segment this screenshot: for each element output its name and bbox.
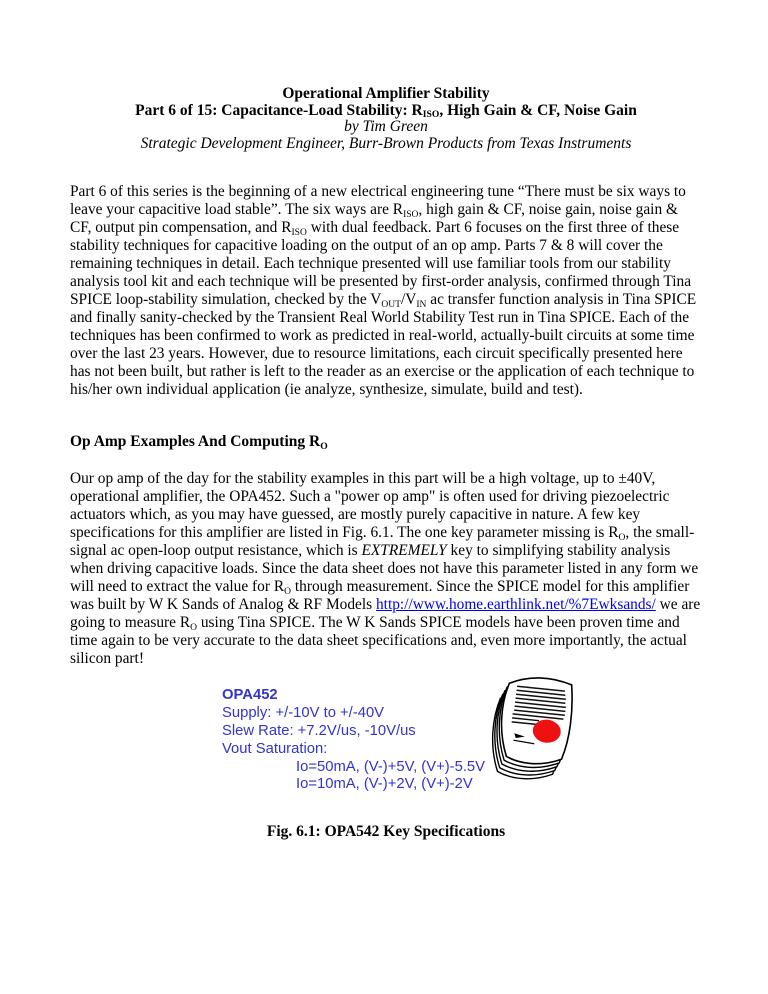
figure-caption: Fig. 6.1: OPA542 Key Specifications — [266, 823, 506, 841]
page-content — [70, 0, 702, 841]
spec-part-number: OPA452 — [222, 687, 278, 704]
intro-paragraph: Part 6 of this series is the beginning of a new electrical engineering tune “There must be six ways to leave your capacitive load stable”. The six ways are $R_{ISO}$, high gain & CF, noise gain, noise gain & CF, output pin compensation, and $R_{ISO}$ with dual feedback. Part 6 focuses on the first three of these stability techniques for capacitive loading on the output of an op amp. Parts 7 & 8 will cover the remaining techniques in detail. Each technique presented will use familiar tools from our stability analysis tool kit and each technique will be presented by first-order analysis, confirmed through Tina SPICE loop-stability simulation, checked by the $V_{OUT}/V_{IN}$ ac transfer function analysis in Tina SPICE and finally sanity-checked by the Transient Real World Stability Test run in Tina SPICE. Each of the techniques has been confirmed to work as predicted in real-world, actually-built circuits at some time over the last 23 years. However, due to resource limitations, each circuit specifically presented here has not been built, but rather is left to the reader as an exercise or the application of each technique to his/her own individual application (ie analyze, synthesize, simulate, build and test). — [70, 183, 697, 399]
spec-slew-rate: Slew Rate: +7.2V/us, -10V/us — [222, 722, 416, 739]
opa452-spec-block — [222, 687, 702, 794]
body-paragraph: Our op amp of the day for the stability examples in this part will be a high voltage, up to ±40V, operational amplifier, the OPA452. Such a "power op amp" is often used for driving piezoelectric actuators which, as you may have guessed, are mostly purely capacitive in nature. A few key specifications for this amplifier are listed in Fig. 6.1. The one key parameter missing is $R_O$, the small-signal ac open-loop output resistance, which is EXTREMELY key to simplifying stability analysis when driving capacitive loads. Since the data sheet does not have this parameter listed in any form we will need to extract the value for $R_O$ through measurement. Since the SPICE model for this amplifier was built by W K Sands of Analog & RF Models http://www.home.earthlink.net/%7Ewksands/ we are going to measure $R_O$ using Tina SPICE. The W K Sands SPICE models have been proven time and time again to be very accurate to the data sheet specifications and, even more importantly, the actual silicon part! — [70, 470, 701, 668]
spec-vout-io50: Io=50mA, (V-)+5V, (V+)-5.5V — [296, 758, 486, 775]
byline: by Tim Green — [344, 118, 428, 136]
author-affiliation: Strategic Development Engineer, Burr-Brown Products from Texas Instruments — [140, 134, 632, 152]
spec-vout-io10: Io=10mA, (V-)+2V, (V+)-2V — [296, 776, 473, 793]
datasheet-stack-icon — [478, 673, 596, 785]
part-subtitle: Part 6 of 15: Capacitance-Load Stability: $R_{ISO}$, High Gain & CF, Noise Gain — [135, 101, 637, 121]
earthlink-hyperlink[interactable]: http://www.home.earthlink.net/%7Ewksands/ — [375, 596, 656, 614]
title-block — [70, 0, 702, 152]
page-title: Operational Amplifier Stability — [282, 85, 490, 102]
spec-supply: Supply: +/-10V to +/-40V — [222, 705, 385, 722]
section-heading: Op Amp Examples And Computing $R_O$ — [70, 433, 328, 453]
spec-vout-saturation-label: Vout Saturation: — [222, 740, 328, 757]
figure-6-1 — [222, 687, 702, 799]
